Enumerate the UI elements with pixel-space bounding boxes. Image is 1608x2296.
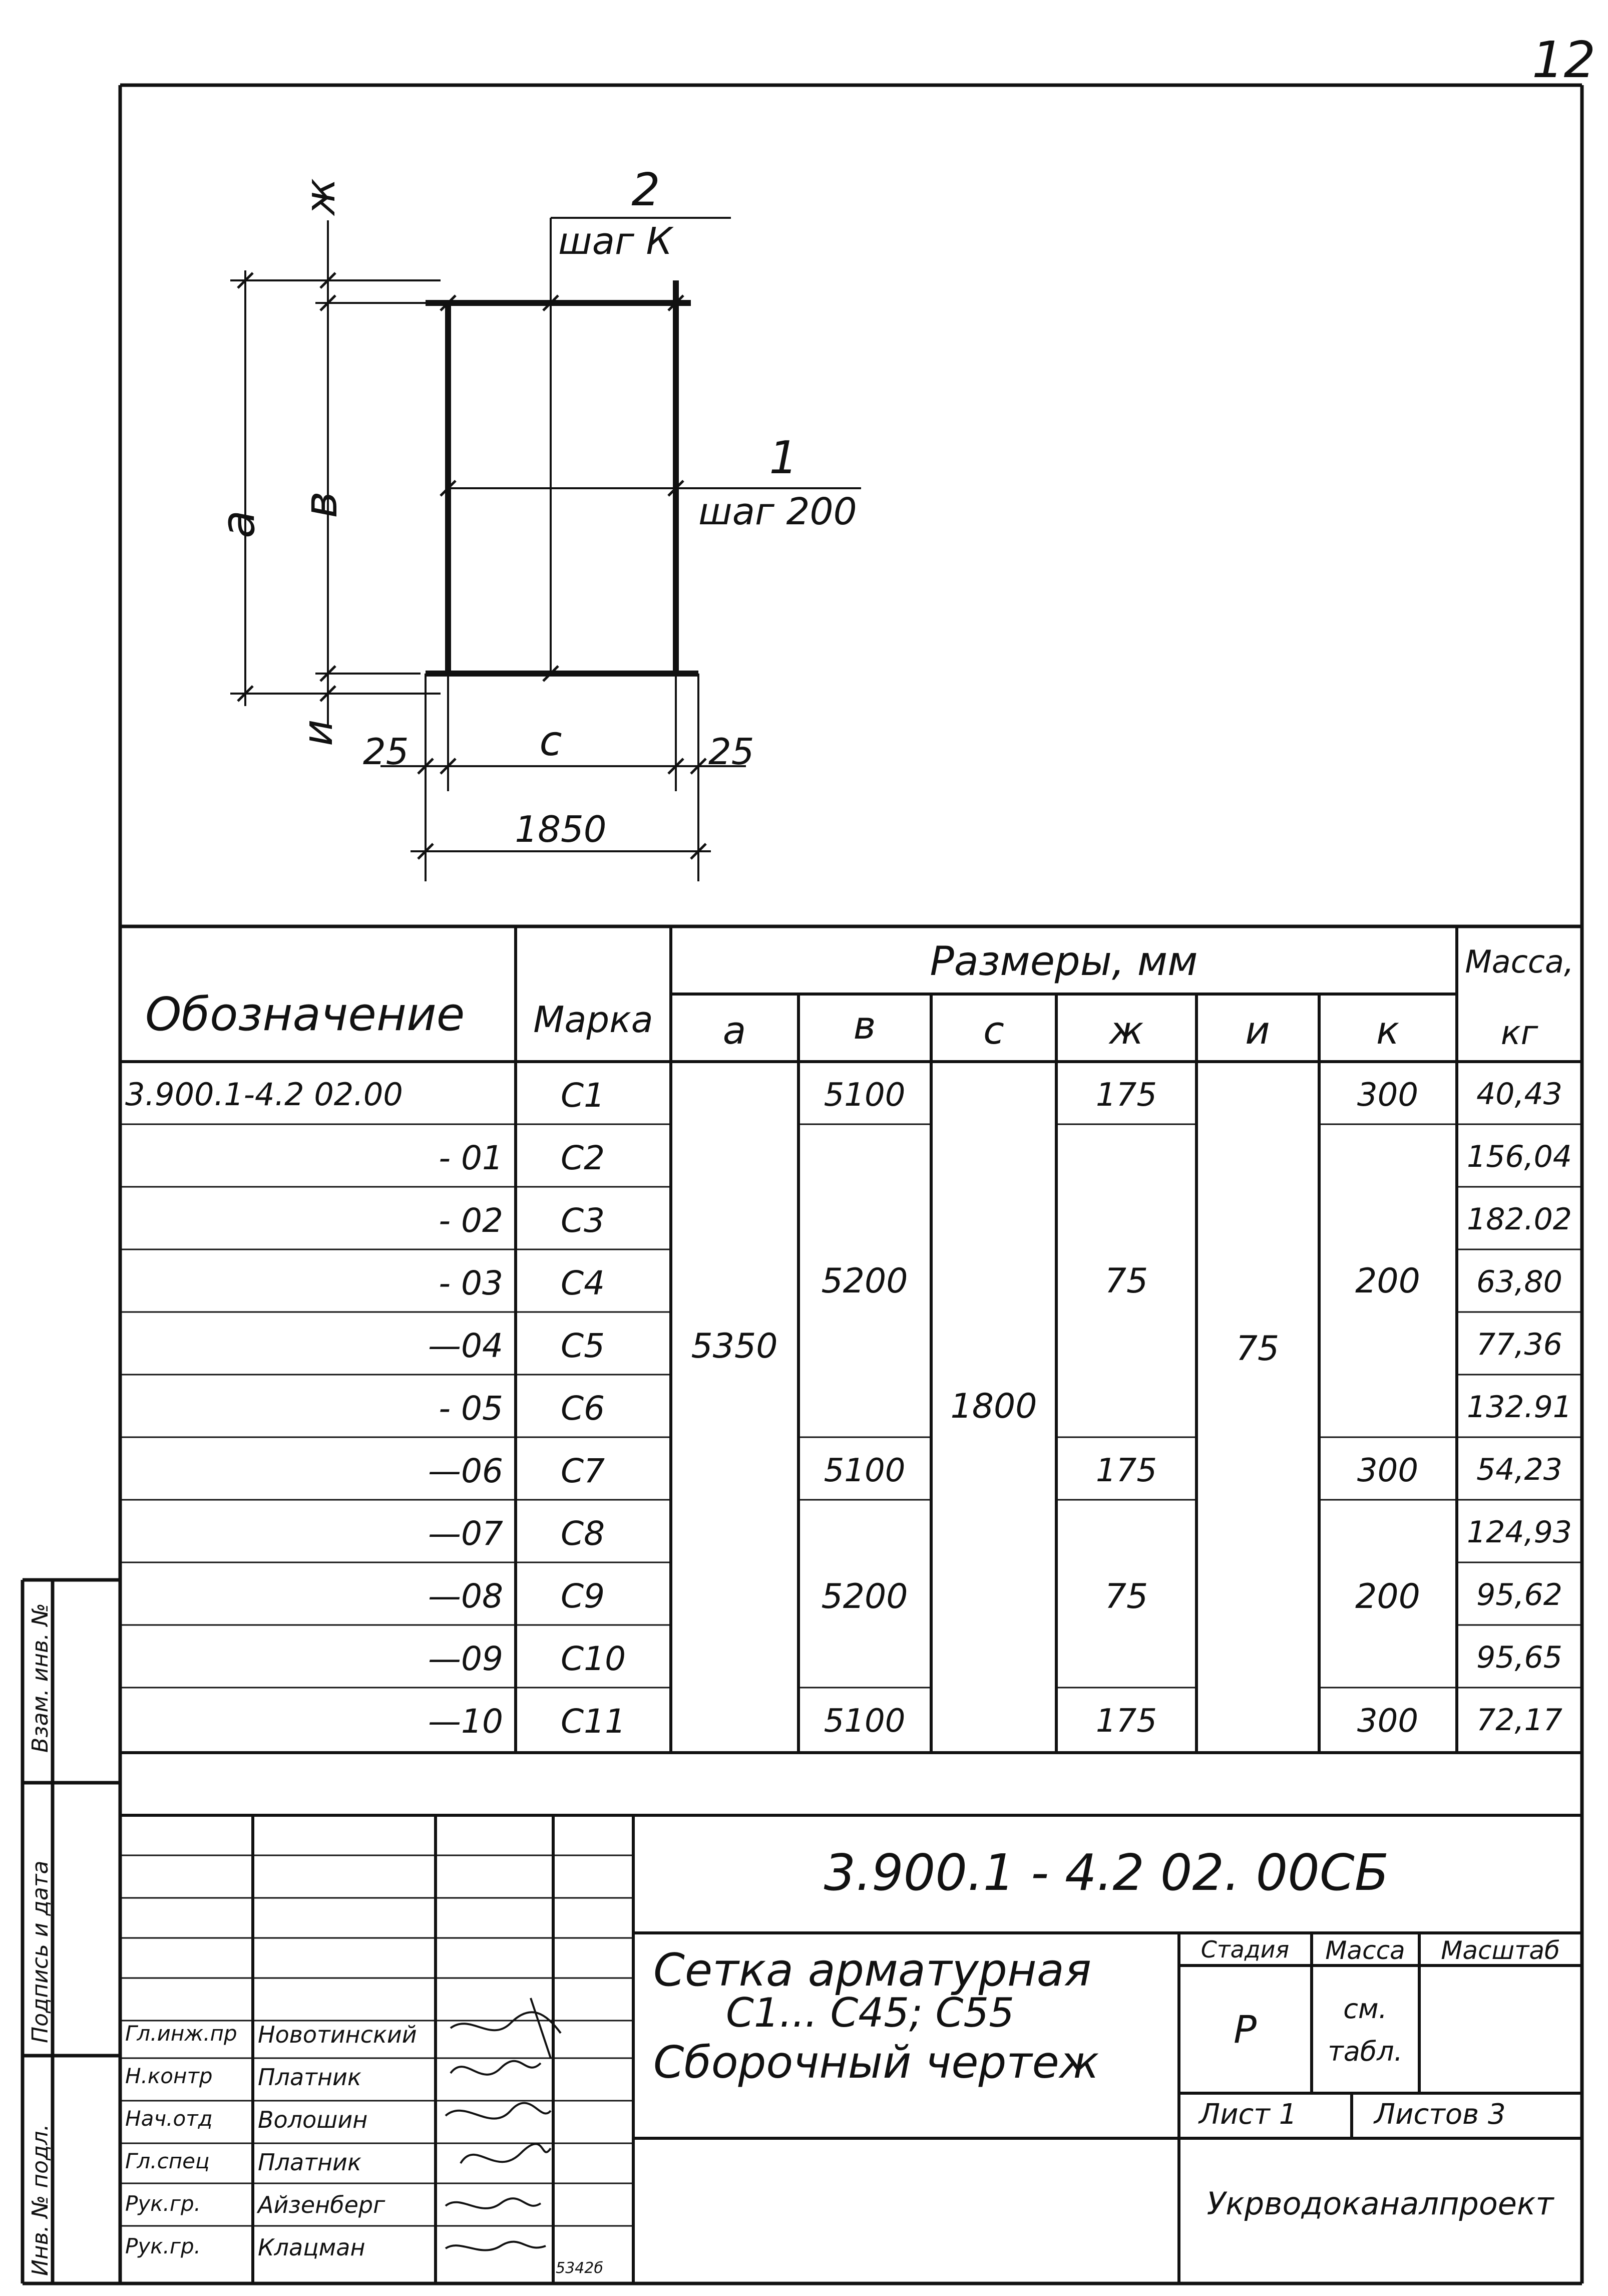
staff-role: Нач.отд (125, 2106, 213, 2131)
row-b: 5100 (824, 1077, 906, 1114)
signature-5 (446, 2198, 541, 2208)
header-sizes: Размеры, мм (930, 938, 1198, 985)
dim-c-label: с (539, 718, 562, 765)
header-mass: Масса, (1465, 943, 1574, 980)
dim-i-label: и (294, 719, 342, 746)
row-k: 300 (1357, 1077, 1419, 1114)
row-designation: - 02 (439, 1201, 503, 1240)
row-designation: 3.900.1-4.2 02.00 (125, 1076, 403, 1113)
row-mark: С10 (561, 1639, 626, 1678)
mass-value-1: см. (1343, 1993, 1387, 2025)
step-k-label: шаг К (558, 220, 672, 263)
staff-role: Гл.спец (125, 2149, 210, 2173)
row-designation: —09 (428, 1639, 503, 1678)
signatures (446, 1998, 561, 2250)
row-zh: 175 (1095, 1703, 1157, 1740)
side-label-vzam: Взам. инв. № (28, 1603, 53, 1753)
dim-zh-label: ж (297, 178, 344, 215)
signature-6 (446, 2242, 546, 2250)
row-mass: 54,23 (1476, 1452, 1562, 1487)
staff-role: Гл.инж.пр (125, 2021, 237, 2046)
merged-zh-2: 75 (1104, 1577, 1148, 1616)
merged-zh-1: 75 (1104, 1261, 1148, 1301)
row-mark: С6 (561, 1389, 605, 1428)
table-grid (120, 926, 1582, 1815)
signature-1 (451, 2012, 561, 2033)
merged-c: 1800 (950, 1387, 1037, 1426)
mass-value-2: табл. (1328, 2036, 1403, 2067)
row-mass: 72,17 (1476, 1703, 1562, 1738)
mesh-diagram (230, 218, 861, 881)
merged-i: 75 (1236, 1329, 1280, 1369)
bar-2-label: 2 (631, 164, 660, 216)
col-b: в (853, 1003, 876, 1048)
row-mass: 95,65 (1476, 1640, 1562, 1675)
col-k: к (1376, 1008, 1399, 1053)
col-zh: ж (1109, 1008, 1144, 1053)
staff-name: Айзенберг (258, 2191, 385, 2218)
row-mass: 124,93 (1467, 1515, 1572, 1550)
row-zh: 175 (1095, 1452, 1157, 1489)
staff-name: Платник (258, 2064, 361, 2091)
col-i: и (1245, 1008, 1270, 1053)
dim-25-left: 25 (363, 731, 409, 773)
row-mark: С2 (561, 1139, 605, 1177)
row-mark: С11 (561, 1702, 626, 1741)
small-code: 5342б (556, 2259, 603, 2277)
staff-name: Клацман (258, 2234, 365, 2261)
signature-2 (451, 2061, 541, 2075)
mass-header: Масса (1325, 1936, 1405, 1965)
row-mass: 182.02 (1467, 1202, 1572, 1237)
merged-a: 5350 (691, 1327, 778, 1366)
side-label-podpis: Подпись и дата (28, 1860, 53, 2043)
signature-4 (461, 2144, 551, 2163)
row-designation: —06 (428, 1452, 503, 1490)
title-line-2: С1... С45; С55 (726, 1990, 1015, 2036)
row-k: 300 (1357, 1703, 1419, 1740)
row-mark: С8 (561, 1514, 605, 1553)
row-k: 300 (1357, 1452, 1419, 1489)
title-line-1: Сетка арматурная (653, 1944, 1092, 1997)
staff-role: Рук.гр. (125, 2191, 201, 2216)
header-mark: Марка (533, 999, 653, 1041)
row-designation: - 01 (439, 1139, 503, 1177)
page-number: 12 (1532, 31, 1596, 89)
row-mark: С3 (561, 1201, 605, 1240)
merged-k-1: 200 (1355, 1261, 1420, 1301)
header-mass-unit: кг (1500, 1014, 1538, 1052)
row-b: 5100 (824, 1452, 906, 1489)
dim-a-label: а (211, 510, 265, 538)
row-mark: С4 (561, 1264, 605, 1302)
merged-b-1: 5200 (821, 1261, 908, 1301)
organization: Укрводоканалпроект (1207, 2185, 1554, 2222)
row-mass: 156,04 (1467, 1139, 1572, 1174)
merged-k-2: 200 (1355, 1577, 1420, 1616)
stage-value: Р (1234, 2007, 1257, 2052)
side-label-inv: Инв. № подл. (28, 2124, 53, 2276)
row-mark: С5 (561, 1327, 605, 1365)
row-mark: С9 (561, 1577, 605, 1615)
row-designation: —08 (428, 1577, 503, 1615)
row-designation: —04 (428, 1327, 503, 1365)
row-mass: 95,62 (1476, 1577, 1562, 1612)
stage-header: Стадия (1200, 1936, 1290, 1963)
row-mass: 40,43 (1476, 1077, 1562, 1112)
row-designation: —10 (428, 1702, 503, 1741)
col-a: а (722, 1008, 746, 1053)
staff-name: Новотинский (258, 2021, 417, 2048)
row-designation: - 03 (439, 1264, 503, 1302)
dim-1850-label: 1850 (515, 808, 607, 850)
header-designation: Обозначение (145, 988, 465, 1041)
sheet-label: Лист 1 (1199, 2098, 1297, 2131)
sheets-label: Листов 3 (1374, 2098, 1506, 2131)
staff-role: Рук.гр. (125, 2234, 201, 2258)
step-200-label: шаг 200 (698, 490, 857, 533)
row-mark: С1 (561, 1076, 605, 1115)
staff-name: Волошин (258, 2106, 368, 2133)
title-line-3: Сборочный чертеж (653, 2037, 1099, 2088)
row-mass: 132.91 (1467, 1390, 1572, 1425)
row-designation: —07 (428, 1514, 503, 1553)
row-b: 5100 (824, 1703, 906, 1740)
staff-name: Платник (258, 2149, 361, 2176)
scale-header: Масштаб (1441, 1936, 1560, 1965)
row-mark: С7 (561, 1452, 605, 1490)
signature-3 (446, 2103, 551, 2119)
col-c: с (983, 1008, 1004, 1053)
bar-1-label: 1 (769, 432, 798, 484)
row-designation: - 05 (439, 1389, 503, 1428)
dim-b-label: в (294, 491, 347, 518)
dim-25-right: 25 (708, 731, 754, 773)
row-mass: 63,80 (1476, 1264, 1562, 1299)
merged-b-2: 5200 (821, 1577, 908, 1616)
staff-role: Н.контр (125, 2064, 213, 2088)
row-zh: 175 (1095, 1077, 1157, 1114)
doc-code: 3.900.1 - 4.2 02. 00СБ (824, 1843, 1389, 1902)
row-mass: 77,36 (1476, 1327, 1562, 1362)
